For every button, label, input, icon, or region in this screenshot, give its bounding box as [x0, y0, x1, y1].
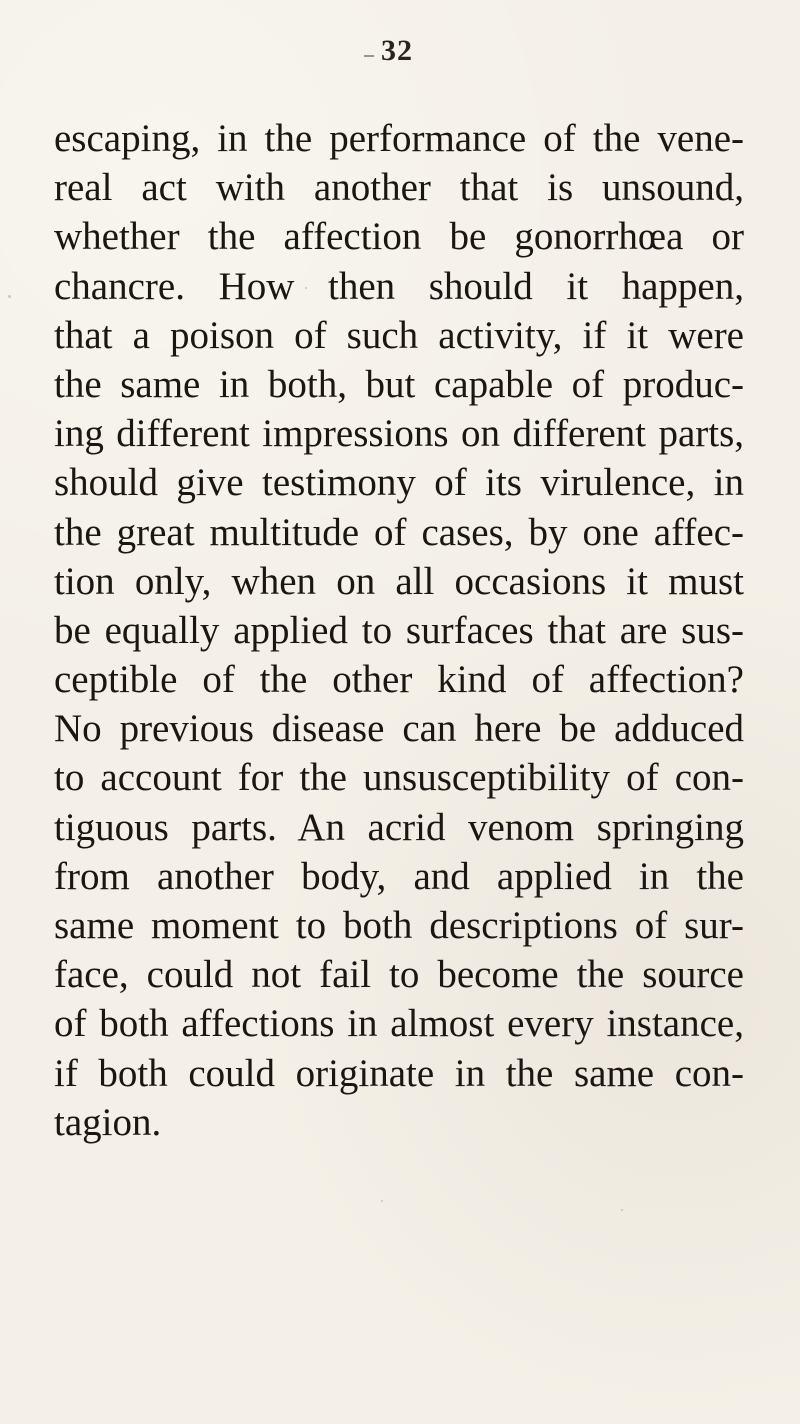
text-line: the great multitude of cases, by one affec- — [54, 510, 744, 554]
text-line: should give testimony of its virulence, in — [54, 461, 744, 505]
text-line: same moment to both descriptions of sur- — [54, 904, 744, 947]
body-text — [54, 114, 744, 1147]
text-line: that a poison of such activity, if it were — [54, 313, 744, 357]
text-line: from another body, and applied in the — [54, 854, 744, 898]
text-line: whether the affection be gonorrhœa or — [54, 215, 744, 259]
text-line: of both affections in almost every instance, — [54, 1002, 744, 1046]
text-line: the same in both, but capable of produc- — [54, 362, 744, 406]
text-line: escaping, in the performance of the vene- — [54, 117, 744, 160]
paper-speck — [381, 1200, 383, 1202]
text-line: tion only, when on all occasions it must — [54, 559, 744, 603]
text-line: face, could not fail to become the source — [54, 953, 744, 997]
text-line: real act with another that is unsound, — [54, 166, 744, 210]
text-line: ceptible of the other kind of affection? — [54, 658, 744, 702]
text-line: tiguous parts. An acrid venom springing — [54, 805, 744, 849]
text-line-last: tagion. — [54, 1100, 162, 1144]
text-line: chancre. How then should it happen, — [54, 264, 744, 308]
paper-speck — [621, 1209, 623, 1211]
text-line: ing different impressions on different parts, — [54, 412, 744, 456]
text-line: to account for the unsusceptibility of con- — [54, 756, 744, 800]
text-line: if both could originate in the same con- — [54, 1051, 744, 1095]
page-number: 32 — [381, 34, 413, 67]
text-line: No previous disease can here be adduced — [54, 707, 744, 751]
paper-speck — [8, 295, 11, 298]
paper-speck — [305, 287, 307, 289]
text-line: be equally applied to surfaces that are sus- — [54, 608, 744, 652]
